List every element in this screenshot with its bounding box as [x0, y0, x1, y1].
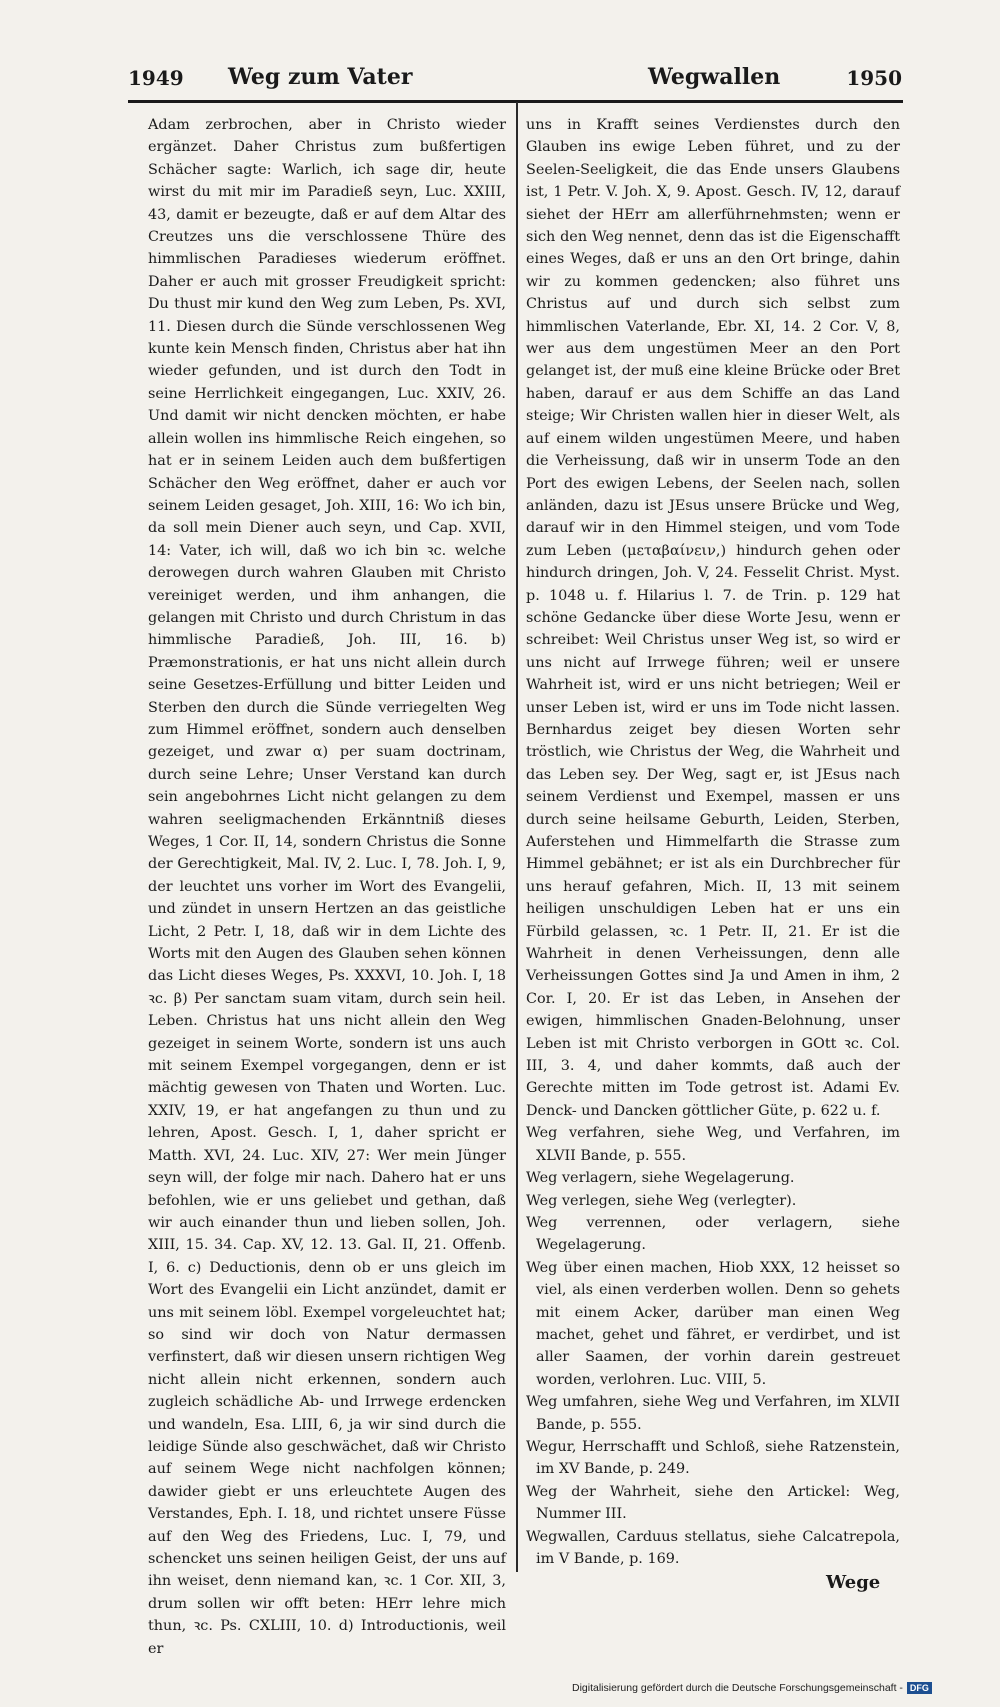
entry-weg-verlagern: Weg verlagern, siehe Wegelagerung. — [526, 1170, 795, 1187]
footer — [572, 1682, 932, 1694]
running-title-right: Wegwallen — [648, 64, 781, 90]
column-divider — [516, 102, 518, 1572]
entry-weg-verlegen: Weg verlegen, siehe Weg (verlegter). — [526, 1192, 797, 1209]
left-column-text: Adam zerbrochen, aber in Christo wieder ergänzet. Daher Christus zum bußfertigen Schächer sagte: Warlich, ich sage dir, heute wirst du mit mir im Paradieß seyn, Luc. XXIII, 43, damit er bezeugte, daß er auf dem Altar des Creutzes uns die verschlossene Thüre des himmlischen Paradieses wiederum eröffnet. Daher er auch mit grosser Freudigkeit spricht: Du thust mir kund den Weg zum Leben, Ps. XVI, 11. Diesen durch die Sünde verschlossenen Weg kunte kein Mensch finden, Christus aber hat ihn wieder gefunden, und ist durch den Todt in seine Herrlichkeit eingegangen, Luc. XXIV, 26. Und damit wir nicht dencken möchten, er habe allein wollen ins himmlische Reich eingehen, so hat er in seinem Leiden auch dem bußfertigen Schächer den Weg eröffnet, daher er auch vor seinem Leiden gesaget, Joh. XIII, 16: Wo ich bin, da soll mein Diener auch seyn, und Cap. XVII, 14: Vater, ich will, daß wo ich bin ꝛc. welche derowegen durch wahren Glauben mit Christo vereiniget werden, und ihm anhangen, die gelangen mit Christo und durch Christum in das himmlische Paradieß, Joh. III, 16. b) Præmonstrationis, er hat uns nicht allein durch seine Gesetzes-Erfüllung und bitter Leiden und Sterben den durch die Sünde verriegelten Weg zum Himmel eröffnet, sondern auch denselben gezeiget, und zwar α) per suam doctrinam, durch seine Lehre; Unser Verstand kan durch sein angebohrnes Licht nicht gelangen zu dem wahren seeligmachenden Erkänntniß dieses Weges, 1 Cor. II, 14, sondern Christus die Sonne der Gerechtigkeit, Mal. IV, 2. Luc. I, 78. Joh. I, 9, der leuchtet uns vorher im Wort des Evangelii, und zündet in unsern Hertzen an das geistliche Licht, 2 Petr. I, 18, daß wir in dem Lichte des Worts mit den Augen des Glauben sehen können das Licht dieses Weges, Ps. XXXVI, 10. Joh. I, 18 ꝛc. β) Per sanctam suam vitam, durch sein heil. Leben. Christus hat uns nicht allein den Weg gezeiget in seinem Worte, sondern ist uns auch mit seinem Exempel vorgegangen, denn er ist mächtig gewesen von Thaten und Worten. Luc. XXIV, 19, er hat angefangen zu thun und zu lehren, Apost. Gesch. I, 1, daher spricht er Matth. XVI, 24. Luc. XIV, 27: Wer mein Jünger seyn will, der folge mir nach. Dahero hat er uns befohlen, wie er uns geliebet und gethan, daß wir auch einander thun und lieben sollen, Joh. XIII, 15. 34. Cap. XV, 12. 13. Gal. II, 21. Offenb. I, 6. c) Deductionis, denn ob er uns gleich im Wort des Evangelii ein Licht anzündet, damit er uns mit seinem löbl. Exempel vorgeleuchtet hat; so sind wir doch von Natur dermassen verfinstert, daß wir diesen unsern richtigen Weg nicht allein nicht erkennen, sondern auch zugleich schädliche Ab- und Irrwege erdencken und wandeln, Esa. LIII, 6, ja wir sind durch die leidige Sünde also geschwächet, daß wir Christo auf seinem Wege nicht nachfolgen können; dawider giebt er uns erleuchtete Augen des Verstandes, Eph. I. 18, und richtet unsere Füsse auf den Weg des Friedens, Luc. I, 79, und schencket uns seinen heiligen Geist, der uns auf ihn weiset, denn niemand kan, ꝛc. 1 Cor. XII, 3, drum sollen wir offt beten: HErr lehre mich thun, ꝛc. Ps. CXLIII, 10. d) Introductionis, weil er — [148, 117, 506, 1657]
entry-wegur: Wegur, Herrschafft und Schloß, siehe Ratzenstein, im XV Bande, p. 249. — [526, 1438, 900, 1478]
page-number-right: 1950 — [846, 66, 902, 90]
entry-wegwallen: Wegwallen, Carduus stellatus, siehe Calcatrepola, im V Bande, p. 169. — [526, 1528, 900, 1567]
page-number-left: 1949 — [128, 66, 184, 90]
catchword: Wege — [826, 1572, 881, 1593]
entry-weg-verfahren: Weg verfahren, siehe Weg, und Verfahren, im XLVII Bande, p. 555. — [526, 1125, 900, 1164]
running-title-left: Weg zum Vater — [228, 64, 413, 90]
dfg-logo: DFG — [907, 1682, 932, 1694]
entry-weg-der-wahrheit: Weg der Wahrheit, siehe den Artickel: Weg, Nummer III. — [526, 1483, 900, 1523]
page-header — [128, 62, 902, 102]
entry-weg-ueber-einen-machen: Weg über einen machen, Hiob XXX, 12 heisset so viel, als einen verderben wollen. Denn so gehets mit einem Acker, darüber man einen Weg machet, gehet und fähret, er verdirbet, und ist aller Saamen, der vorhin darein gestreuet worden, verlohren. Luc. VIII, 5. — [526, 1259, 900, 1388]
entry-weg-verrennen: Weg verrennen, oder verlagern, siehe Wegelagerung. — [526, 1214, 900, 1254]
right-column — [526, 114, 900, 1570]
footer-text: Digitalisierung gefördert durch die Deutsche Forschungsgemeinschaft - — [572, 1682, 903, 1694]
entry-weg-umfahren: Weg umfahren, siehe Weg und Verfahren, im XLVII Bande, p. 555. — [526, 1394, 900, 1433]
left-column — [148, 114, 506, 1660]
right-column-text: uns in Krafft seines Verdienstes durch den Glauben ins ewige Leben führet, und zu der Seelen-Seeligkeit, die das Ende unsers Glaubens ist, 1 Petr. V. Joh. X, 9. Apost. Gesch. IV, 12, darauf siehet der HErr am allerführnehmsten; wenn er sich den Weg nennet, denn das ist die Eigenschafft eines Weges, daß er uns an den Ort bringe, dahin wir zu kommen gedencken; also führet uns Christus auf und durch sich selbst zum himmlischen Vaterlande, Ebr. XI, 14. 2 Cor. V, 8, wer aus dem ungestümen Meer an den Port gelanget ist, der muß eine kleine Brücke oder Bret haben, darauf er aus dem Schiffe an das Land steige; Wir Christen wallen hier in dieser Welt, als auf einem wilden ungestümen Meere, und haben die Verheissung, daß wir in unserm Tode an den Port des ewigen Lebens, der Seelen nach, sollen anländen, dazu ist JEsus unsere Brücke und Weg, darauf wir in den Himmel steigen, und vom Tode zum Leben (μεταβαίνειν,) hindurch gehen oder hindurch dringen, Joh. V, 24. Fesselit Christ. Myst. p. 1048 u. f. Hilarius l. 7. de Trin. p. 129 hat schöne Gedancke über diese Worte Jesu, wenn er schreibet: Weil Christus unser Weg ist, so wird er uns nicht auf Irrwege führen; weil er unsere Wahrheit ist, wird er uns nicht betriegen; Weil er unser Leben ist, wird er uns im Tode nicht lassen. Bernhardus zeiget bey diesen Worten sehr tröstlich, wie Christus der Weg, die Wahrheit und das Leben sey. Der Weg, sagt er, ist JEsus nach seinem Verdienst und Exempel, massen er uns durch seine heilsame Geburth, Leiden, Sterben, Auferstehen und Himmelfarth die Strasse zum Himmel gebähnet; er ist als ein Durchbrecher für uns herauf gefahren, Mich. II, 13 mit seinem heiligen unschuldigen Leben hat er uns ein Fürbild gelassen, ꝛc. 1 Petr. II, 21. Er ist die Wahrheit in denen Verheissungen, denn alle Verheissungen Gottes sind Ja und Amen in ihm, 2 Cor. I, 20. Er ist das Leben, in Ansehen der ewigen, himmlischen Gnaden-Belohnung, unser Leben ist mit Christo verborgen in GOtt ꝛc. Col. III, 3. 4, und daher kommts, daß auch der Gerechte mitten im Tode getrost ist. Adami Ev. Denck- und Dancken göttlicher Güte, p. 622 u. f. — [526, 117, 900, 1119]
